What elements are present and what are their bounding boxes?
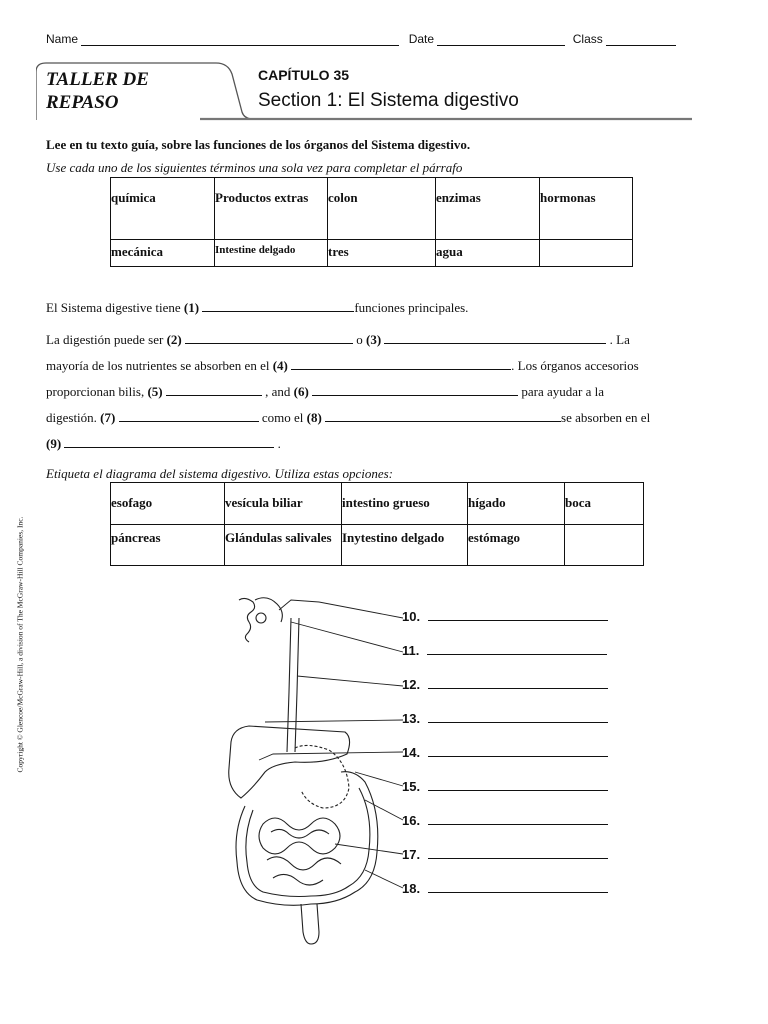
diagram-label-17	[402, 846, 608, 862]
diagram-label-13	[402, 710, 608, 726]
chapter-label: CAPÍTULO 35	[258, 67, 350, 83]
text: digestión.	[46, 410, 101, 425]
label-answer-14[interactable]	[428, 744, 608, 757]
word-cell: hígado	[468, 483, 565, 525]
paragraph-line-6	[46, 435, 281, 452]
word-cell: Productos extras	[215, 178, 328, 240]
section-title: Section 1: El Sistema digestivo	[258, 90, 519, 111]
class-field[interactable]	[606, 33, 676, 46]
label-answer-11[interactable]	[427, 642, 607, 655]
title-tab-line1: TALLER DE	[46, 69, 149, 90]
label-number: 17.	[402, 847, 421, 862]
header-row	[46, 32, 686, 46]
text: se absorben en el	[561, 410, 651, 425]
word-cell	[565, 525, 644, 566]
word-cell: Glándulas salivales	[225, 525, 342, 566]
label-answer-16[interactable]	[428, 812, 608, 825]
diagram-label-15	[402, 778, 608, 794]
blank-3[interactable]	[384, 331, 606, 344]
word-cell: vesícula biliar	[225, 483, 342, 525]
word-bank-2-row	[111, 483, 644, 525]
blank-5[interactable]	[166, 383, 262, 396]
word-cell: colon	[328, 178, 436, 240]
word-cell: agua	[436, 240, 540, 267]
text: funciones principales.	[354, 300, 469, 315]
word-bank-2-row	[111, 525, 644, 566]
label-number: 16.	[402, 813, 421, 828]
word-cell: estómago	[468, 525, 565, 566]
label-number: 14.	[402, 745, 421, 760]
blank-2[interactable]	[185, 331, 353, 344]
blank-number: (5)	[147, 384, 163, 399]
diagram-label-14	[402, 744, 608, 760]
name-field[interactable]	[81, 33, 399, 46]
diagram-label-18	[402, 880, 608, 896]
label-number: 13.	[402, 711, 421, 726]
paragraph-line-3	[46, 357, 639, 374]
title-rule	[200, 116, 692, 124]
word-bank-1-row	[111, 240, 633, 267]
word-cell: tres	[328, 240, 436, 267]
word-bank-1-row	[111, 178, 633, 240]
word-cell: intestino grueso	[342, 483, 468, 525]
blank-number: (2)	[166, 332, 182, 347]
text: como el	[258, 410, 307, 425]
title-tab	[46, 68, 149, 114]
paragraph-line-5	[46, 409, 650, 426]
word-cell: química	[111, 178, 215, 240]
text: La digestión puede ser	[46, 332, 167, 347]
paragraph-line-1	[46, 299, 468, 316]
diagram-label-16	[402, 812, 608, 828]
date-label: Date	[408, 32, 435, 46]
copyright-notice: Copyright © Glencoe/McGraw-Hill, a division of The McGraw-Hill Companies, Inc.	[15, 516, 25, 773]
text: El Sistema digestive tiene	[46, 300, 184, 315]
instruction-label-diagram: Etiqueta el diagrama del sistema digestivo. Utiliza estas opciones:	[46, 466, 393, 481]
word-cell: páncreas	[111, 525, 225, 566]
blank-4[interactable]	[291, 357, 511, 370]
blank-number: (4)	[272, 358, 288, 373]
word-cell: Intestine delgado	[215, 240, 328, 267]
diagram-label-11	[402, 642, 607, 658]
instruction-read: Lee en tu texto guía, sobre las funciones de los órganos del Sistema digestivo.	[46, 137, 471, 152]
diagram-label-12	[402, 676, 608, 692]
word-cell: Inytestino delgado	[342, 525, 468, 566]
text: .	[274, 436, 281, 451]
word-cell: hormonas	[540, 178, 633, 240]
name-label: Name	[46, 32, 79, 46]
blank-number: (9)	[46, 436, 62, 451]
word-cell: esofago	[111, 483, 225, 525]
word-cell: mecánica	[111, 240, 215, 267]
text: o	[353, 332, 366, 347]
word-cell: enzimas	[436, 178, 540, 240]
blank-1[interactable]	[202, 299, 354, 312]
diagram-label-10	[402, 608, 608, 624]
blank-number: (6)	[293, 384, 309, 399]
text: proporcionan bilis,	[46, 384, 148, 399]
text: para ayudar a la	[518, 384, 604, 399]
label-answer-15[interactable]	[428, 778, 608, 791]
instruction-use-terms: Use cada uno de los siguientes términos una sola vez para completar el párrafo	[46, 160, 463, 175]
paragraph-line-4	[46, 383, 604, 400]
word-bank-1	[110, 177, 633, 267]
label-answer-13[interactable]	[428, 710, 608, 723]
title-tab-line2: REPASO	[46, 92, 119, 113]
label-answer-17[interactable]	[428, 846, 608, 859]
blank-number: (7)	[100, 410, 116, 425]
label-number: 18.	[402, 881, 421, 896]
text: , and	[261, 384, 294, 399]
class-label: Class	[572, 32, 603, 46]
label-number: 10.	[402, 609, 421, 624]
label-number: 15.	[402, 779, 421, 794]
word-bank-2	[110, 482, 644, 566]
text: . La	[606, 332, 630, 347]
blank-number: (1)	[183, 300, 200, 315]
label-number: 12.	[402, 677, 421, 692]
text: . Los órganos accesorios	[511, 358, 639, 373]
label-answer-12[interactable]	[428, 676, 608, 689]
word-cell	[540, 240, 633, 267]
blank-7[interactable]	[119, 409, 259, 422]
text: mayoría de los nutrientes se absorben en el	[46, 358, 273, 373]
date-field[interactable]	[437, 33, 565, 46]
label-number: 11.	[402, 643, 420, 658]
blank-number: (3)	[366, 332, 382, 347]
blank-number: (8)	[306, 410, 322, 425]
word-cell: boca	[565, 483, 644, 525]
digestive-system-diagram	[215, 592, 405, 957]
blank-9[interactable]	[64, 435, 274, 448]
paragraph-line-2	[46, 331, 630, 348]
blank-6[interactable]	[312, 383, 518, 396]
label-answer-18[interactable]	[428, 880, 608, 893]
blank-8[interactable]	[325, 409, 561, 422]
label-answer-10[interactable]	[428, 608, 608, 621]
